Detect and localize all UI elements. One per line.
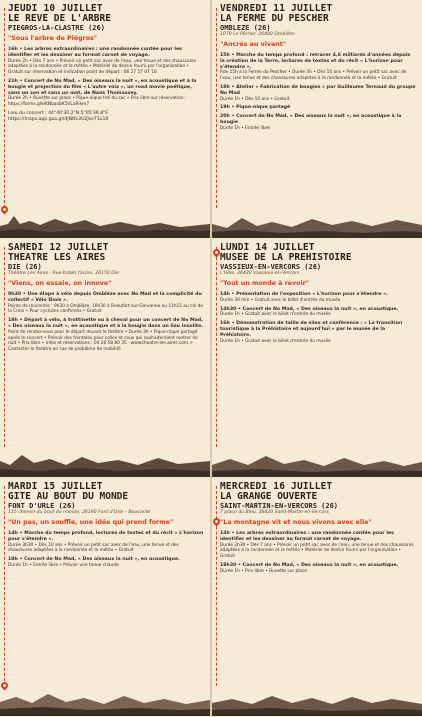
panel-theme: "Sous l'arbre de Piégros" (8, 35, 98, 42)
event-item (220, 114, 416, 131)
event-item (8, 292, 204, 315)
panel-samedi-12 (0, 239, 210, 477)
event-title: 14h • Marche du temps profond, lectures de textes et du récit « L'horizon pour s'étendre ». (8, 531, 204, 542)
panel-jeudi-10 (0, 0, 210, 238)
event-title: 9h30 • Une étape à vélo depuis Omblèze avec No Mad et la complicité du collectif « Vélo Diois ». (8, 292, 202, 303)
event-details: Durée 2h • Buvette sur place • Pique-nique tiré du sac • Prix libre sur réservation : https://forms.gle/KNbaubK1VLuRiem7 (8, 96, 187, 108)
event-item (8, 557, 204, 569)
event-title: 16h • Les arbres extraordinaires : une randonnée contée pour les identifier et les dessiner au format carnet de voyage. (8, 47, 182, 58)
event-item (220, 85, 416, 102)
panel-address: L'Hôle, 26420 Vassieux-en-Vercors (220, 271, 300, 276)
panel-venue: LA FERME DU PESCHER (220, 13, 329, 24)
panel-theme: "Ancrés au vivant" (220, 41, 287, 48)
panel-mercredi-16 (212, 478, 422, 716)
panel-theme: "Viens, on essaie, on innove" (8, 280, 112, 287)
event-title: 14h • Présentation de l'exposition « L'horizon pour s'étendre ». (220, 292, 388, 297)
event-details: Point de rendez-vous pour le départ devant le théâtre • Durée 3h • Pique-nique partagé après le concert • Prévoir des frontales pour celles et ceux qui souhaiteraient rentrer de nuit • Prix libre • Infos et réservations : 04 26 58 80 35 · www.theatre-les-aires.com > Contacter le théâtre en cas de problème de mobilité (8, 329, 198, 353)
event-title: 18h • Atelier « Fabrication de bougies » par Guillaume Ternaud du groupe No Mad (220, 84, 416, 96)
event-item (220, 53, 416, 82)
panel-place: FONT D'URLE (26) (8, 502, 76, 510)
route-line (4, 486, 5, 686)
treeline-illustration (0, 204, 210, 238)
event-details: Durée 1h • Gratuit avec le billet d'entrée du musée (220, 338, 331, 344)
panel-date: LUNDI 14 JUILLET (220, 242, 315, 253)
route-line (216, 247, 217, 447)
panel-venue: THEATRE LES AIRES (8, 252, 106, 263)
event-item (8, 318, 204, 353)
panel-lundi-14 (212, 239, 422, 477)
panel-date: MARDI 15 JUILLET (8, 481, 103, 492)
panel-place: OMBLEZE (26) (220, 24, 271, 32)
event-details: Durée 3h30 • Dès 10 ans • Prévoir un petit sac avec de l'eau, une tenue et des chaussures adaptées à la randonnée et la météo • Gratuit (8, 542, 179, 554)
event-details: Durée 1h • Entrée libre (220, 125, 270, 131)
event-item (220, 105, 416, 111)
event-title: 15h • Marche du temps profond : retracer 4,6 milliards d'années depuis la création de la Terre, lectures de textes et du récit « L'horizon pour s'étendre ». (220, 53, 411, 70)
panel-mardi-15 (0, 478, 210, 716)
panel-date: VENDREDI 11 JUILLET (220, 3, 333, 14)
panel-theme: "La montagne vit et nous vivons avec elle" (220, 519, 372, 526)
event-details: Durée 1h • Entrée libre • Prévoir une tenue chaude (8, 562, 119, 568)
event-title: 14h • Les arbres extraordinaires : une randonnée contée pour les identifier et les dessiner au format carnet de voyage. (220, 531, 394, 542)
treeline-illustration (212, 682, 422, 716)
event-title: 16h • Démonstration de taille de silex et conférence : « La transition touristique à la Préhistoire et aujourd'hui » par le musée de la Préhistoire. (220, 321, 403, 338)
event-title: 20h • Concert de No Mad, « Des oiseaux la nuit », en acoustique à la bougie (220, 114, 402, 125)
event-item (220, 321, 416, 344)
event-details: Durée 2h30 • Dès 7 ans • Prévoir un petit sac avec de l'eau, une tenue et des chaussures adaptées à la randonnée et la météo • Matériel de dessin fourni par l'organisation • Gratuit (220, 542, 414, 560)
panel-venue: LE REVE DE L'ARBRE (8, 13, 111, 24)
panel-date: JEUDI 10 JUILLET (8, 3, 103, 14)
treeline-illustration (0, 682, 210, 716)
event-item (220, 292, 416, 304)
event-details: Durée 1h • Gratuit avec le billet d'entrée du musée (220, 312, 331, 318)
panel-theme: "Tout un monde à revoir" (220, 280, 310, 287)
route-line (4, 8, 5, 208)
panel-date: SAMEDI 12 JUILLET (8, 242, 109, 253)
route-line (216, 8, 217, 208)
treeline-illustration (0, 443, 210, 477)
event-item (220, 307, 416, 319)
event-title: 14h30 • Concert de No Mad, « Des oiseaux la nuit », en acoustique. (220, 306, 399, 312)
panel-place: SAINT-MARTIN-EN-VERCORS (26) (220, 502, 339, 510)
location-link[interactable]: Lieu du concert : 44°40'30.2"N 5°05'36.8"E https://maps.app.goo.gl/4JNtfx3U2Jse71x18 (8, 110, 109, 122)
event-item (8, 531, 204, 554)
event-item (220, 563, 416, 575)
event-title: 18h30 • Concert de No Mad, « Des oiseaux la nuit », en acoustique. (220, 562, 399, 568)
panel-address: 115 chemin du bout du monde, 26190 Font d'Urle – Bouvante (8, 510, 151, 515)
panel-place: DIE (26) (8, 263, 42, 271)
event-details: Points de rencontre : 9h30 à Omblèze, 10h30 à Beaufort-sur-Gervanne ou 11h15 au col de la Croix • Pour cyclistes confirmés • Gratuit (8, 303, 204, 315)
event-title: 19h • Pique-nique partagé (220, 105, 291, 111)
panel-date: MERCREDI 16 JUILLET (220, 481, 333, 492)
panel-address: 1070 Le Pêcher, 26400 Omblèze (220, 32, 295, 37)
panel-address: 7 place du Bleu, 26420 Saint-Martin-en-Vercors (220, 510, 329, 515)
panel-venue: MUSEE DE LA PREHISTOIRE (220, 252, 352, 263)
route-line (4, 247, 5, 447)
event-details: Durée 2h • Dès 7 ans • Prévoir un petit sac avec de l'eau, une tenue et des chaussures adaptées à la randonnée et la météo • Matériel de dessin fourni par l'organisation • Gratuit sur réservation et indication point de départ : 06 27 57 07 10 (8, 58, 197, 76)
treeline-illustration (212, 443, 422, 477)
event-details: Rdv 15h à la Ferme du Pescher • Durée 3h • Dès 10 ans • Prévoir un petit sac avec de l'eau, une tenue et des chaussures adaptées à la randonnée et la météo • Gratuit (220, 70, 407, 82)
treeline-illustration (212, 204, 422, 238)
event-item (220, 531, 416, 560)
event-details: Durée 1h • Dès 10 ans • Gratuit (220, 96, 290, 102)
event-title: 21h • Concert de No Mad, « Des oiseaux la nuit », en acoustique et à la bougie et projection du film « L'autre voix », un road movie poétique, sans un son et sans un mot, de Nans Thomassey. (8, 78, 197, 96)
panel-address: Théâtre Les Aires · Rue Kateb Yacine, 26150 Die (8, 271, 119, 276)
route-line (216, 486, 217, 686)
event-item (8, 79, 204, 108)
event-title: 18h • Concert de No Mad, « Des oiseaux la nuit », en acoustique. (8, 557, 180, 563)
event-title: 18h • Départ à vélo, à trottinette ou à cheval pour un concert de No Mad, « Des oiseaux la nuit », en acoustique et à la bougie dans un lieu insolite. (8, 318, 204, 329)
panel-theme: "Un pas, un souffle, une idée qui prend forme" (8, 519, 174, 526)
panel-place: PIEGROS-LA-CLASTRE (26) (8, 24, 105, 32)
event-details: Durée 30 min • Gratuit avec le billet d'entrée du musée (220, 297, 341, 303)
event-item (8, 47, 204, 76)
panel-place: VASSIEUX-EN-VERCORS (26) (220, 263, 322, 271)
panel-venue: LA GRANGE OUVERTE (220, 491, 318, 502)
panel-vendredi-11 (212, 0, 422, 238)
panel-venue: GITE AU BOUT DU MONDE (8, 491, 129, 502)
event-details: Durée 1h • Prix libre • Buvette sur place (220, 568, 308, 574)
